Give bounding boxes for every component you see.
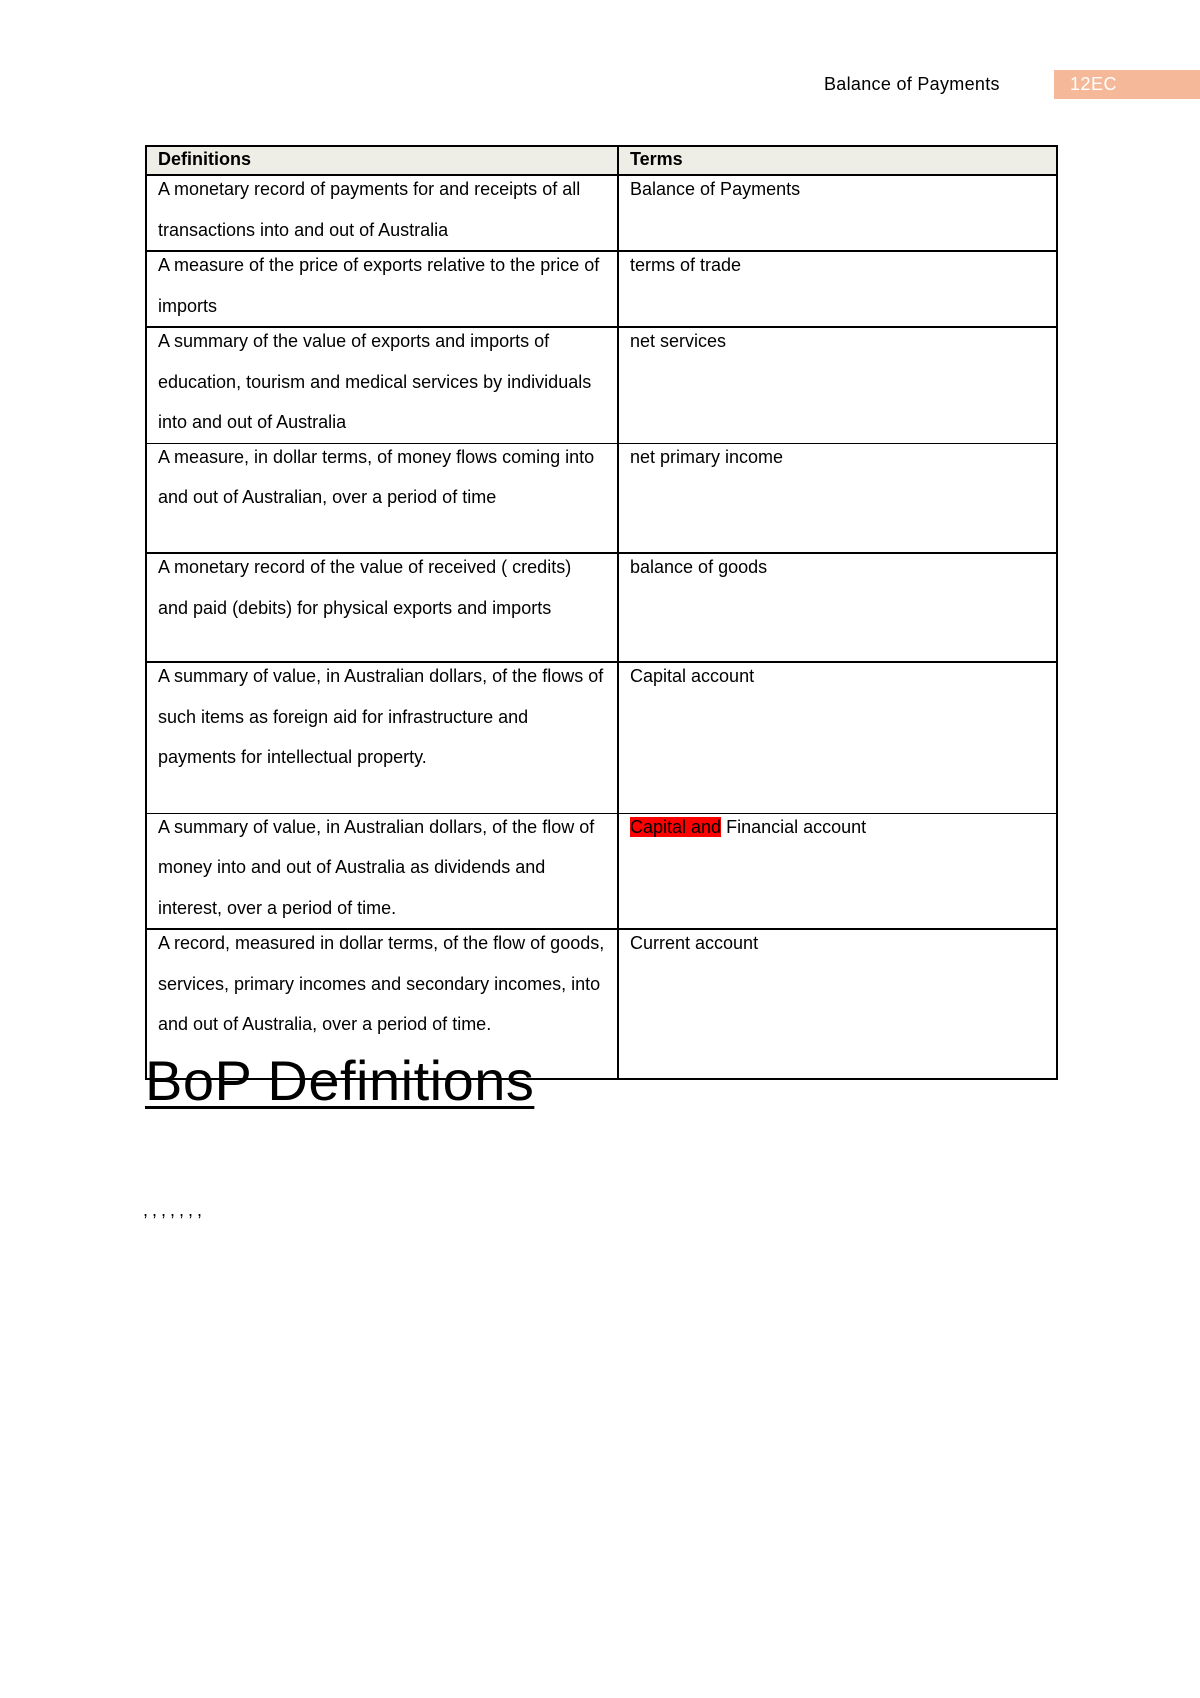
page-title: BoP Definitions [145, 1049, 535, 1112]
term-rest: Financial account [721, 816, 867, 837]
term-cell [618, 327, 1057, 443]
definitions-table [145, 145, 1058, 1080]
term-text: net primary income [630, 446, 784, 467]
header-badge: 12EC [1054, 70, 1200, 99]
column-header-definitions: Definitions [146, 146, 618, 175]
table-row [146, 175, 1057, 251]
term-text: Current account [630, 933, 759, 953]
table-row [146, 327, 1057, 443]
definition-text: A record, measured in dollar terms, of the flow of goods, services, primary incomes and secondary incomes, into and out of Australia, over a period of time. [158, 933, 605, 1034]
definition-cell [146, 327, 618, 443]
definition-cell [146, 175, 618, 251]
column-header-terms: Terms [618, 146, 1057, 175]
term-text [630, 813, 1045, 847]
definition-text: A summary of the value of exports and imports of education, tourism and medical services by individuals into and out of Australia [158, 331, 592, 432]
term-cell [618, 553, 1057, 662]
definition-cell [146, 553, 618, 662]
table-row [146, 443, 1057, 553]
table-row [146, 662, 1057, 813]
definition-text: A summary of value, in Australian dollars, of the flows of such items as foreign aid for infrastructure and payments for intellectual property. [158, 666, 604, 767]
term-text: Capital account [630, 666, 755, 686]
term-text: Balance of Payments [630, 179, 801, 199]
definition-text: A summary of value, in Australian dollars, of the flow of money into and out of Australia as dividends and interest, over a period of time. [158, 816, 595, 918]
definition-text: A monetary record of the value of received ( credits) and paid (debits) for physical exports and imports [158, 557, 572, 618]
table-row [146, 251, 1057, 327]
term-cell [618, 251, 1057, 327]
definition-cell [146, 813, 618, 929]
definition-cell [146, 662, 618, 813]
table-row [146, 813, 1057, 929]
term-highlight: Capital and [630, 816, 722, 837]
term-cell [618, 443, 1057, 553]
term-text: terms of trade [630, 255, 742, 275]
term-cell [618, 929, 1057, 1079]
page-header-title: Balance of Payments [824, 74, 1000, 94]
table-row [146, 553, 1057, 662]
term-text: net services [630, 331, 727, 351]
definition-cell [146, 251, 618, 327]
definition-cell [146, 443, 618, 553]
table-header-row [146, 146, 1057, 175]
term-cell [618, 813, 1057, 929]
definition-text: A monetary record of payments for and receipts of all transactions into and out of Australia [158, 179, 581, 240]
trailing-text: ,,,,,,, [143, 1200, 207, 1220]
definition-text: A measure of the price of exports relative to the price of imports [158, 255, 600, 316]
term-cell [618, 662, 1057, 813]
term-text: balance of goods [630, 557, 768, 577]
term-cell [618, 175, 1057, 251]
definition-text: A measure, in dollar terms, of money flows coming into and out of Australian, over a period of time [158, 446, 595, 507]
